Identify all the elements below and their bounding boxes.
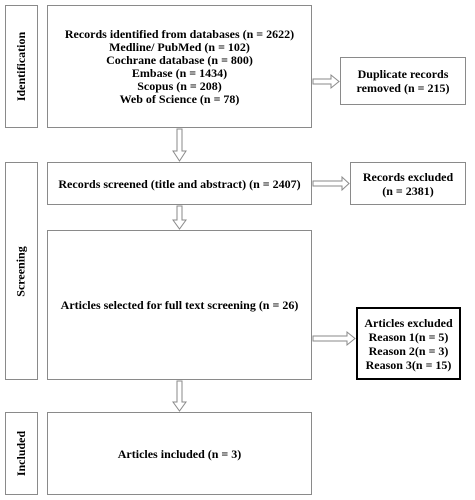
- source-web-of-science: Web of Science (n = 78): [119, 91, 240, 106]
- phase-screening-label: Screening: [14, 245, 29, 297]
- arrow-right-to-records-excluded: [313, 177, 349, 190]
- source-medline: Medline/ PubMed (n = 102): [109, 39, 250, 54]
- source-cochrane: Cochrane database (n = 800): [106, 52, 253, 67]
- arrow-down-fulltext-to-included: [173, 381, 186, 411]
- arrow-down-screened-to-fulltext: [173, 206, 186, 229]
- arrow-right-to-duplicates: [313, 75, 339, 88]
- source-scopus: Scopus (n = 208): [137, 78, 222, 93]
- arrow-right-to-articles-excluded: [313, 332, 355, 345]
- arrow-down-identified-to-screened: [173, 129, 186, 161]
- phase-included-label: Included: [14, 430, 29, 477]
- records-excluded-line-2: (n = 2381): [382, 183, 434, 198]
- exclusion-reason-1: Reason 1(n = 5): [368, 329, 449, 344]
- duplicates-line-1: Duplicate records: [357, 67, 449, 81]
- records-identified-title: Records identified from databases (n = 2622): [64, 26, 295, 41]
- exclusion-reason-2: Reason 2(n = 3): [368, 343, 449, 358]
- phase-identification-label: Identification: [14, 31, 28, 102]
- records-excluded-line-1: Records excluded: [362, 169, 454, 184]
- exclusion-reason-3: Reason 3(n = 15): [365, 357, 452, 372]
- records-screened-text: Records screened (title and abstract) (n = 2407): [58, 176, 301, 191]
- articles-excluded-title: Articles excluded: [364, 315, 453, 330]
- duplicates-line-2: removed (n = 215): [356, 81, 450, 95]
- source-embase: Embase (n = 1434): [131, 65, 228, 80]
- articles-included-text: Articles included (n = 3): [117, 446, 242, 461]
- full-text-screening-text: Articles selected for full text screening (n = 26): [60, 298, 299, 312]
